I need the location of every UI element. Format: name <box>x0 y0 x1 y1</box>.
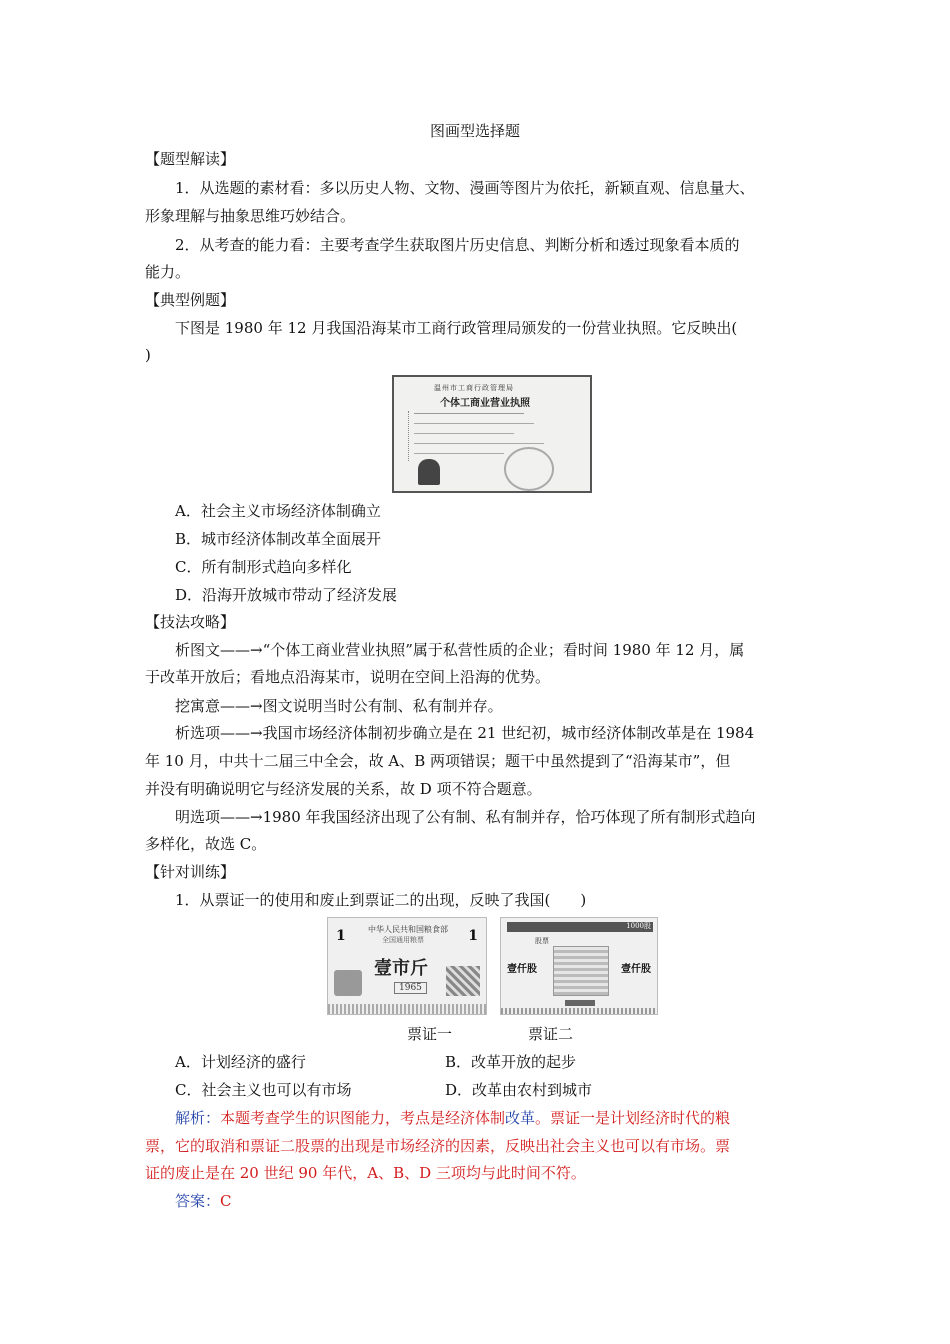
analysis-text-1b: 。票证一是计划经济时代的粮 <box>535 1109 731 1127</box>
strategy-step-1: 析图文——→“个体工商业营业执照”属于私营性质的企业；看时间 1980 年 12 月，属 <box>175 641 745 659</box>
strategy-step-1-cont: 于改革开放后；看地点沿海某市，说明在空间上沿海的优势。 <box>145 668 551 686</box>
ticket-one-amount: 壹市斤 <box>374 958 428 979</box>
tractor-icon <box>334 970 362 996</box>
analysis-line-3: 证的废止是在 20 世纪 90 年代，A、B、D 三项均与此时间不符。 <box>145 1164 586 1182</box>
ticket-one-number-left: 1 <box>336 928 346 944</box>
analysis-keyword: 改革 <box>505 1109 536 1127</box>
strategy-step-3: 析选项——→我国市场经济体制初步确立是在 21 世纪初，城市经济体制改革是在 1984 <box>175 724 755 742</box>
ticket-two-amount-left: 壹仟股 <box>507 964 537 975</box>
intro-point-2: 2．从考查的能力看：主要考查学生获取图片历史信息、判断分析和透过现象看本质的 <box>175 236 740 254</box>
section-header-example: 【典型例题】 <box>145 291 236 309</box>
answer-value: C <box>220 1192 232 1210</box>
option-b: B．城市经济体制改革全面展开 <box>175 530 382 548</box>
analysis-text-1: 本题考查学生的识图能力，考点是经济体制 <box>220 1109 506 1127</box>
section-header-strategy: 【技法攻略】 <box>145 613 236 631</box>
ticket-one-caption: 票证一 <box>407 1025 453 1043</box>
option-c: C．所有制形式趋向多样化 <box>175 558 352 576</box>
license-issuer: 温州市工商行政管理局 <box>434 384 514 392</box>
ticket-one-year: 1965 <box>394 982 427 994</box>
analysis-line-2: 票，它的取消和票证二股票的出现是市场经济的因素，反映出社会主义也可以有市场。票 <box>145 1137 731 1155</box>
analysis-line-1 <box>175 1108 730 1128</box>
ticket-two-amount-right: 壹仟股 <box>621 964 651 975</box>
option-d: D．沿海开放城市带动了经济发展 <box>175 586 398 604</box>
business-license-image <box>392 375 592 493</box>
answer-line <box>175 1191 232 1211</box>
ticket-two-image <box>500 917 658 1015</box>
strategy-step-2: 挖寓意——→图文说明当时公有制、私有制并存。 <box>175 697 503 715</box>
intro-point-1: 1．从选题的素材看：多以历史人物、文物、漫画等图片为依托，新颖直观、信息量大、 <box>175 179 755 197</box>
strategy-step-4-cont: 多样化，故选 C。 <box>145 835 267 853</box>
ticket-two-caption: 票证二 <box>528 1025 574 1043</box>
photo-icon <box>418 459 440 485</box>
option-a: A．社会主义市场经济体制确立 <box>175 502 381 520</box>
strategy-step-3-cont: 年 10 月，中共十二届三中全会，故 A、B 两项错误；题干中虽然提到了“沿海某市”，但 <box>145 752 731 770</box>
ticket-one-image <box>327 917 487 1015</box>
example-question-cont: ) <box>145 346 151 364</box>
building-icon <box>553 946 609 996</box>
section-header-intro: 【题型解读】 <box>145 150 236 168</box>
practice-option-d: D．改革由农村到城市 <box>445 1081 593 1099</box>
intro-point-2-cont: 能力。 <box>145 263 191 281</box>
ticket-one-header: 中华人民共和国粮食部 <box>368 925 448 934</box>
ticket-one-number-right: 1 <box>468 928 478 944</box>
practice-option-a: A．计划经济的盛行 <box>175 1053 306 1071</box>
license-title: 个体工商业营业执照 <box>440 398 530 409</box>
practice-option-b: B．改革开放的起步 <box>445 1053 577 1071</box>
section-header-practice: 【针对训练】 <box>145 863 236 881</box>
ticket-two-header: 股票 <box>535 937 549 945</box>
ticket-two-corner: 1000股 <box>626 922 651 930</box>
practice-question-1: 1．从票证一的使用和废止到票证二的出现，反映了我国( ) <box>175 891 587 909</box>
page-title: 图画型选择题 <box>429 122 520 140</box>
example-question: 下图是 1980 年 12 月我国沿海某市工商行政管理局颁发的一份营业执照。它反映出( <box>175 319 738 337</box>
ticket-one-subheader: 全国通用粮票 <box>382 936 424 944</box>
wheat-icon <box>446 966 480 996</box>
answer-label: 答案： <box>175 1192 221 1210</box>
analysis-label: 解析： <box>175 1109 221 1127</box>
strategy-step-3-cont2: 并没有明确说明它与经济发展的关系，故 D 项不符合题意。 <box>145 780 542 798</box>
strategy-step-4: 明选项——→1980 年我国经济出现了公有制、私有制并存，恰巧体现了所有制形式趋向 <box>175 808 756 826</box>
seal-icon <box>504 447 554 491</box>
practice-option-c: C．社会主义也可以有市场 <box>175 1081 352 1099</box>
intro-point-1-cont: 形象理解与抽象思维巧妙结合。 <box>145 207 356 225</box>
